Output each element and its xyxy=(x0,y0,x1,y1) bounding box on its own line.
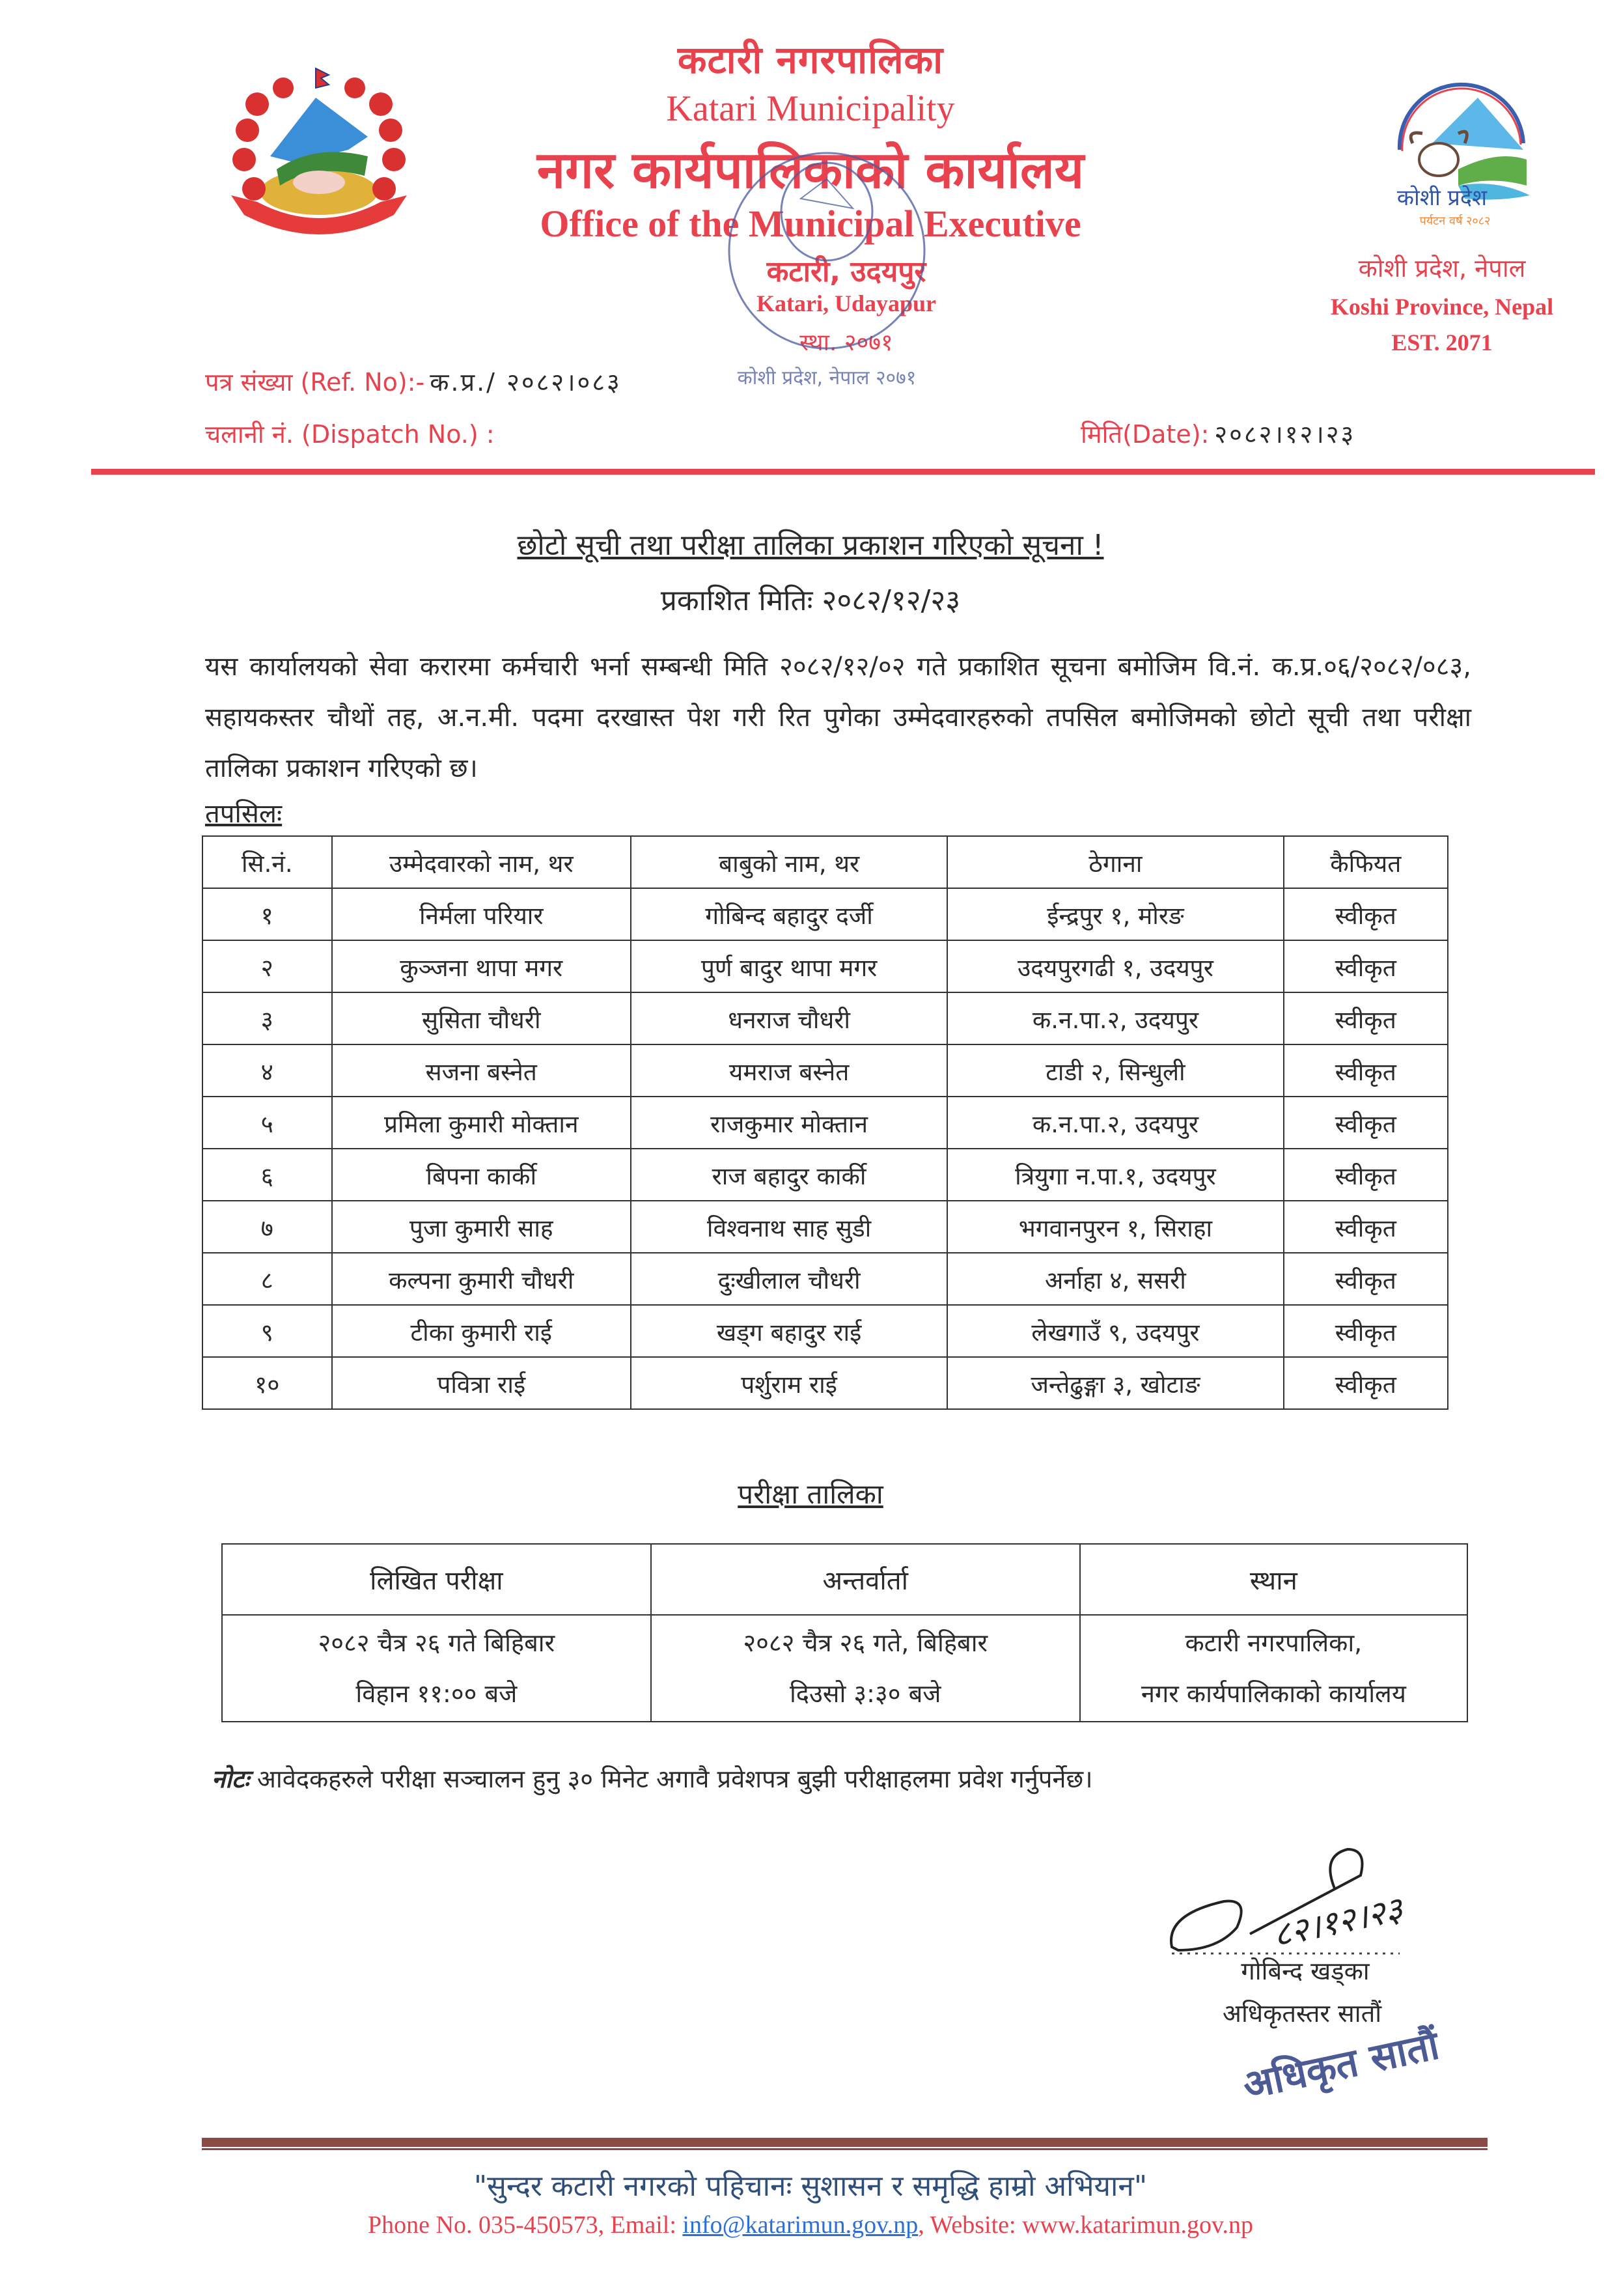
table-row xyxy=(202,1305,1448,1357)
cell-remarks: स्वीकृत xyxy=(1284,1201,1448,1253)
table-row xyxy=(222,1615,1467,1722)
cell-sn: ६ xyxy=(202,1149,332,1201)
table-row xyxy=(202,992,1448,1044)
cell-address: उदयपुरगढी १, उदयपुर xyxy=(947,940,1283,992)
venue-cell xyxy=(1080,1615,1467,1722)
cell-address: टाडी २, सिन्धुली xyxy=(947,1044,1283,1097)
note-label: नोटः xyxy=(212,1765,249,1793)
office-name-np: नगर कार्यपालिकाको कार्यालय xyxy=(536,141,1085,200)
notice-body: यस कार्यालयको सेवा करारमा कर्मचारी भर्ना सम्बन्धी मिति २०८२/१२/०२ गते प्रकाशित सूचना बमोजिम वि.नं. क.प्र.०६/२०८२/०८३, सहायकस्तर चौथों तह, अ.न.मी. पदमा दरखास्त पेश गरी रित पुगेका उम्मेदवारहरुको तपसिल बमोजिमको छोटो सूची तथा परीक्षा तालिका प्रकाशन गरिएको छ। xyxy=(205,652,1471,783)
col-header-sn: सि.नं. xyxy=(202,836,332,888)
cell-candidate-name: पुजा कुमारी साह xyxy=(332,1201,631,1253)
table-row xyxy=(202,1357,1448,1409)
ref-label: पत्र संख्या (Ref. No):- xyxy=(205,368,425,397)
email-link[interactable]: info@katarimun.gov.np xyxy=(682,2211,919,2239)
cell-father-name: राजकुमार मोक्तान xyxy=(631,1097,947,1149)
written-exam-cell xyxy=(222,1615,651,1722)
footer-slogan: "सुन्दर कटारी नगरको पहिचानः सुशासन र समृद्धि हाम्रो अभियान" xyxy=(473,2170,1148,2203)
cell-address: त्रियुगा न.पा.१, उदयपुर xyxy=(947,1149,1283,1201)
cell-address: जन्तेढुङ्गा ३, खोटाङ xyxy=(947,1357,1283,1409)
written-exam-time: विहान ११:०० बजे xyxy=(355,1679,518,1708)
cell-address: क.न.पा.२, उदयपुर xyxy=(947,1097,1283,1149)
cell-candidate-name: सजना बस्नेत xyxy=(332,1044,631,1097)
letter-date xyxy=(1081,417,1355,451)
cell-father-name: दुःखीलाल चौधरी xyxy=(631,1253,947,1305)
written-exam-date: २०८२ चैत्र २६ गते बिहिबार xyxy=(318,1629,555,1657)
cell-candidate-name: कुञ्जना थापा मगर xyxy=(332,940,631,992)
signature-icon xyxy=(1152,1836,1543,1967)
cell-father-name: गोबिन्द बहादुर दर्जी xyxy=(631,888,947,940)
cell-remarks: स्वीकृत xyxy=(1284,940,1448,992)
rank-stamp: अधिकृत सातौं xyxy=(1239,2023,1443,2109)
cell-sn: ४ xyxy=(202,1044,332,1097)
cell-remarks: स्वीकृत xyxy=(1284,1357,1448,1409)
col-header-father-name: बाबुको नाम, थर xyxy=(631,836,947,888)
venue-line-1: कटारी नगरपालिका, xyxy=(1185,1629,1363,1657)
cell-candidate-name: निर्मला परियार xyxy=(332,888,631,940)
province-name-np: कोशी प्रदेश, नेपाल xyxy=(1358,254,1526,283)
cell-remarks: स्वीकृत xyxy=(1284,992,1448,1044)
cell-sn: ५ xyxy=(202,1097,332,1149)
footer-divider-thin xyxy=(202,2148,1488,2150)
cell-father-name: खड्ग बहादुर राई xyxy=(631,1305,947,1357)
candidate-shortlist-table xyxy=(202,835,1448,1410)
cell-remarks: स्वीकृत xyxy=(1284,1149,1448,1201)
table-header-row xyxy=(222,1544,1467,1615)
koshi-logo-text: कोशी प्रदेश xyxy=(1396,185,1488,211)
cell-address: लेखगाउँ ९, उदयपुर xyxy=(947,1305,1283,1357)
cell-sn: ३ xyxy=(202,992,332,1044)
website-info: , Website: www.katarimun.gov.np xyxy=(918,2211,1253,2239)
cell-sn: ९ xyxy=(202,1305,332,1357)
reference-number xyxy=(205,365,622,399)
office-seal-stamp-icon xyxy=(710,147,944,420)
notice-title: छोटो सूची तथा परीक्षा तालिका प्रकाशन गरिएको सूचना ! xyxy=(517,529,1104,562)
cell-remarks: स्वीकृत xyxy=(1284,888,1448,940)
table-row xyxy=(202,940,1448,992)
cell-candidate-name: बिपना कार्की xyxy=(332,1149,631,1201)
cell-father-name: पर्शुराम राई xyxy=(631,1357,947,1409)
col-header-candidate-name: उम्मेदवारको नाम, थर xyxy=(332,836,631,888)
cell-sn: १ xyxy=(202,888,332,940)
koshi-logo-subtext: पर्यटन वर्ष २०८२ xyxy=(1419,214,1491,228)
note xyxy=(212,1761,1093,1795)
cell-remarks: स्वीकृत xyxy=(1284,1097,1448,1149)
date-value: २०८२।१२।२३ xyxy=(1214,420,1356,449)
established-en: EST. 2071 xyxy=(1391,329,1493,356)
table-row xyxy=(202,1149,1448,1201)
established-np: स्था. २०७१ xyxy=(799,329,893,356)
municipality-name-np: कटारी नगरपालिका xyxy=(677,38,944,82)
province-name-en: Koshi Province, Nepal xyxy=(1330,294,1554,320)
note-text: आवेदकहरुले परीक्षा सञ्चालन हुनु ३० मिनेट अगावै प्रवेशपत्र बुझी परीक्षाहलमा प्रवेश गर्नुपर्नेछ। xyxy=(256,1765,1093,1793)
cell-address: ईन्द्रपुर १, मोरङ xyxy=(947,888,1283,940)
interview-date: २०८२ चैत्र २६ गते, बिहिबार xyxy=(743,1629,988,1657)
cell-sn: १० xyxy=(202,1357,332,1409)
stamp-text: कोशी प्रदेश, नेपाल २०७१ xyxy=(737,367,917,389)
cell-father-name: राज बहादुर कार्की xyxy=(631,1149,947,1201)
table-row xyxy=(202,1044,1448,1097)
cell-father-name: यमराज बस्नेत xyxy=(631,1044,947,1097)
col-header-venue: स्थान xyxy=(1080,1544,1467,1615)
city-name-en: Katari, Udayapur xyxy=(756,290,936,316)
header-divider xyxy=(91,469,1595,475)
dispatch-label: चलानी नं. (Dispatch No.) : xyxy=(205,420,495,449)
phone-info: Phone No. 035-450573, Email: xyxy=(368,2211,683,2239)
office-name-en: Office of the Municipal Executive xyxy=(540,203,1081,245)
cell-sn: ८ xyxy=(202,1253,332,1305)
cell-candidate-name: पवित्रा राई xyxy=(332,1357,631,1409)
date-label: मिति(Date): xyxy=(1081,420,1210,449)
signatory-name: गोबिन्द खड्का xyxy=(1241,1957,1370,1985)
interview-cell xyxy=(651,1615,1080,1722)
cell-father-name: धनराज चौधरी xyxy=(631,992,947,1044)
cell-candidate-name: प्रमिला कुमारी मोक्तान xyxy=(332,1097,631,1149)
footer-divider xyxy=(202,2138,1488,2147)
cell-candidate-name: सुसिता चौधरी xyxy=(332,992,631,1044)
table-row xyxy=(202,1201,1448,1253)
signatory-designation: अधिकृतस्तर सातौं xyxy=(1222,1999,1382,2028)
col-header-remarks: कैफियत xyxy=(1284,836,1448,888)
cell-remarks: स्वीकृत xyxy=(1284,1044,1448,1097)
municipality-name-en: Katari Municipality xyxy=(666,89,955,129)
cell-address: भगवानपुरन १, सिराहा xyxy=(947,1201,1283,1253)
published-date: प्रकाशित मितिः २०८२/१२/२३ xyxy=(660,584,961,617)
cell-address: अर्नाहा ४, ससरी xyxy=(947,1253,1283,1305)
ref-value: क.प्र./ २०८२।०८३ xyxy=(430,368,622,397)
interview-time: दिउसो ३:३० बजे xyxy=(789,1679,941,1708)
city-name-np: कटारी, उदयपुर xyxy=(766,255,926,288)
col-header-address: ठेगाना xyxy=(947,836,1283,888)
table-header-row xyxy=(202,836,1448,888)
cell-father-name: विश्वनाथ साह सुडी xyxy=(631,1201,947,1253)
cell-remarks: स्वीकृत xyxy=(1284,1253,1448,1305)
footer-contact xyxy=(0,2211,1621,2239)
cell-candidate-name: कल्पना कुमारी चौधरी xyxy=(332,1253,631,1305)
cell-remarks: स्वीकृत xyxy=(1284,1305,1448,1357)
cell-address: क.न.पा.२, उदयपुर xyxy=(947,992,1283,1044)
cell-candidate-name: टीका कुमारी राई xyxy=(332,1305,631,1357)
cell-sn: ७ xyxy=(202,1201,332,1253)
col-header-written-exam: लिखित परीक्षा xyxy=(222,1544,651,1615)
schedule-title: परीक्षा तालिका xyxy=(738,1478,883,1510)
cell-father-name: पुर्ण बादुर थापा मगर xyxy=(631,940,947,992)
venue-line-2: नगर कार्यपालिकाको कार्यालय xyxy=(1141,1679,1406,1708)
cell-sn: २ xyxy=(202,940,332,992)
exam-schedule-table xyxy=(221,1543,1468,1722)
col-header-interview: अन्तर्वार्ता xyxy=(651,1544,1080,1615)
table-row xyxy=(202,1097,1448,1149)
dispatch-number xyxy=(205,417,500,451)
table-row xyxy=(202,1253,1448,1305)
details-label: तपसिलः xyxy=(205,799,283,829)
table-row xyxy=(202,888,1448,940)
signature-date: ८२।१२।२३ xyxy=(1269,1890,1406,1955)
